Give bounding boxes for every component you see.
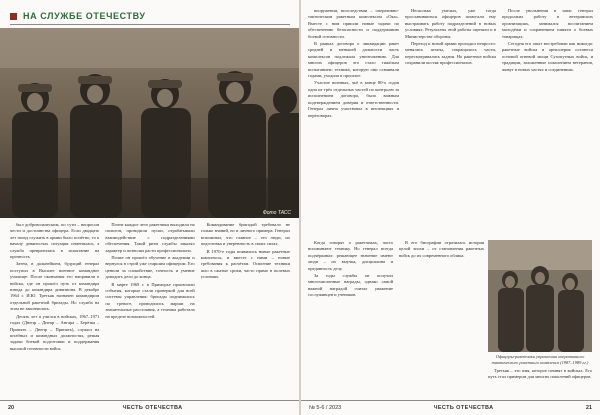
paragraph: В 1970-е годы появились новые ракетные комплексы, и вместе с ними – новые требования к расчётам. Освоение техники шло в сжатые сроки, часто прямо в полевых условиях. <box>200 248 290 280</box>
text-column <box>308 8 399 238</box>
text-column <box>405 8 496 238</box>
text-column <box>105 222 194 397</box>
paragraph: Десять лет я учился в войсках, 1967–1971 годах (Днепр – Днепр – Ангара – Берёзка – Припять – Днепр – Припять), служил на штабных и командных должностях, решая задачи боевой подготовки и поддержания высокой готовности войск. <box>10 313 100 351</box>
paragraph: Почти каждое лето ракетчики выходили на полигон, проводили пуски, отрабатывали взаимодействие с подразделениями обеспечения. Такой ритм службы закалял характер и позволял расти профессионально. <box>105 222 195 253</box>
right-text-tail <box>488 368 592 398</box>
paragraph: Переход к новой армии проходил непросто: менялись штаты, сокращались части, пересматривались задачи. Но ракетные войска сохранили костяк профессионалов. <box>405 41 496 66</box>
right-photo <box>488 240 592 352</box>
paragraph: Командование бригадой требовало не только знаний, но и личного примера. Генерал вспоминал, что главное – это люди, их подготовка и уверенность в своих силах. <box>200 222 290 247</box>
right-photo-caption: Офицеры-ракетчики управления оперативного тактического ракетного комплекса (1987–1989 гг.) <box>491 354 589 365</box>
text-column <box>502 8 593 238</box>
text-column <box>399 240 484 398</box>
paragraph: вооружения, впоследствии – оперативно-тактическим ракетным комплексом «Ока». Вместе с ним пришли новые задачи по обеспечению безопасности и поддержанию боевой готовности. <box>308 8 399 39</box>
paragraph: За годы службы он получил многочисленные награды, однако самой важной наградой считал уважение сослуживцев и учеников. <box>308 273 393 298</box>
paragraph: Участие военных, чьё в конце 80-х годов одна из трёх отдельных частей по контролю за исполнением договора, было важным подтверждением доверия и ответственности. Генерал лично участвовал в инспекциях и переговорах. <box>308 80 399 118</box>
left-footer <box>0 400 299 415</box>
paragraph: Позже он прошёл обучение в академии и вернулся в строй уже старшим офицером. Его ценили за спокойствие, точность и умение доводить дело до конца. <box>105 255 195 280</box>
left-text-columns <box>10 222 290 397</box>
section-title: НА СЛУЖБЕ ОТЕЧЕСТВУ <box>23 11 146 21</box>
text-column <box>10 222 99 397</box>
page-number: 21 <box>585 405 592 411</box>
main-photo-image <box>0 28 299 218</box>
paragraph: Затем, в дальнейшем, будущий генерал поступил в Высшее военное командное училище. После окончания его направили в войска, где он прошёл путь от командира взвода до командира дивизиона. В декабре 1964 г. И.Ю. Третьяк назначен командиром отдельной ракетной бригады. Но служба на этом не закончилась. <box>10 261 100 312</box>
paragraph: был добровольческим, по сути – вопросом чести и достоинства офицера. Если двадцать лет назад служить в армии было почётно, то к началу девяностых ситуация изменилась, а служба превратилась в испытание на прочность. <box>10 222 100 260</box>
text-column <box>488 368 592 398</box>
paragraph: Несколько умелых, уже тогда прославившихся офицеров помогали ему выстраивать работу подразделений в новых условиях. Результаты этой работы оценили и в Министерстве обороны. <box>405 8 496 39</box>
text-column <box>201 222 290 397</box>
section-header <box>10 6 290 26</box>
main-photo-caption: Фото ТАСС <box>262 210 291 216</box>
text-column <box>308 240 393 398</box>
right-page <box>301 0 600 415</box>
paragraph: Сегодня его опыт востребован как никогда: ракетные войска и артиллерия остаются основой огневой мощи Сухопутных войск, и традиции, заложенные поколением ветеранов, живут в новых частях и соединениях. <box>502 41 593 72</box>
paragraph: В марте 1969 г. в Приморье произошли события, которые стали проверкой для всей системы управления: бригады поднимались по тревоге, проводились марши на значительные расстояния, а техника работала на пределе возможностей. <box>105 281 195 319</box>
left-page <box>0 0 299 415</box>
issue-number: № 5-6 / 2023 <box>309 405 342 411</box>
page-number: 20 <box>8 405 15 411</box>
main-photo <box>0 28 299 218</box>
paragraph: Когда говорят о ракетчиках, часто вспоминают технику. Но генерал всегда подчёркивал: решающее значение имеют люди – их выучка, дисциплина и преданность делу. <box>308 240 393 271</box>
magazine-name: ЧЕСТЬ ОТЕЧЕСТВА <box>122 405 183 411</box>
paragraph: В его биографии отразилась история целой эпохи – от становления ракетных войск до их современного облика. <box>399 240 484 258</box>
right-footer <box>301 400 600 415</box>
right-text-columns-top <box>308 8 593 238</box>
section-marker <box>10 13 17 20</box>
paragraph: После увольнения в запас генерал продолжил работу в ветеранских организациях, занимался воспитанием молодёжи и сохранением памяти о боевых товарищах. <box>502 8 593 39</box>
paragraph: В рамках договора о ликвидации ракет средней и меньшей дальности часть комплексов подлежала уничтожению. Для многих офицеров это стало тяжёлым испытанием: техника, которую они осваивали годами, уходила в прошлое. <box>308 41 399 79</box>
right-text-columns-bottom <box>308 240 484 398</box>
paragraph: Третьяк – это имя, которое помнят в войсках. Его путь стал примером для многих поколений офицеров. <box>488 368 592 380</box>
magazine-name: ЧЕСТЬ ОТЕЧЕСТВА <box>433 405 494 411</box>
right-photo-image <box>488 240 592 352</box>
header-rule <box>10 24 290 25</box>
